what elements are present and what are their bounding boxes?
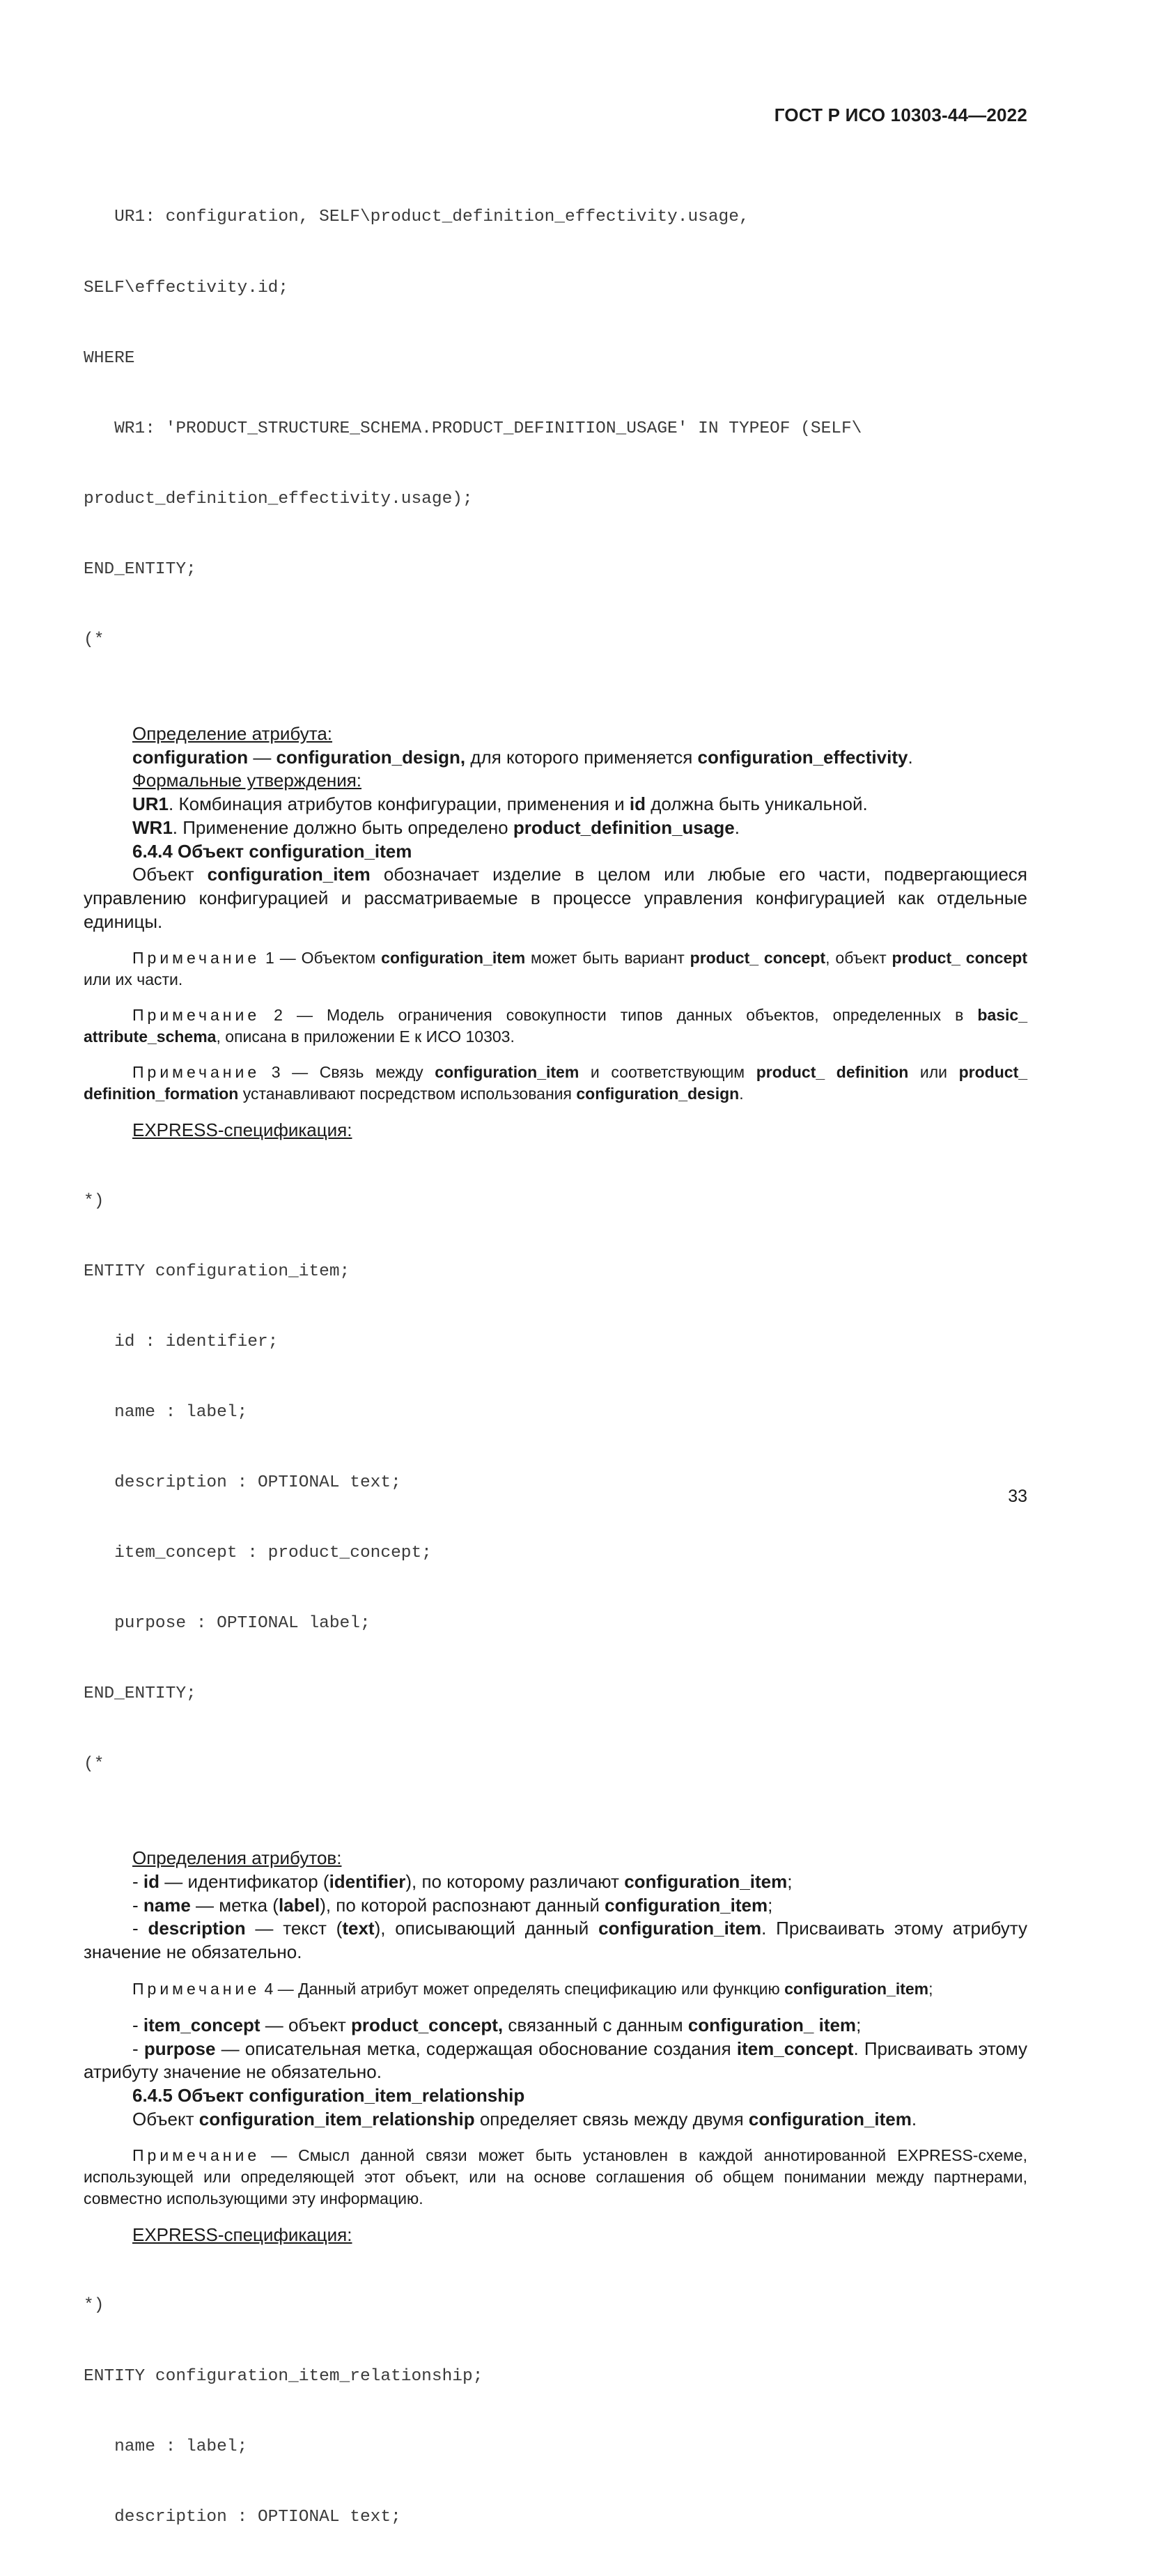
code-line: *)	[84, 2296, 104, 2315]
code-line: item_concept : product_concept;	[84, 1543, 432, 1562]
section-title-645: 6.4.5 Объект configuration_item_relationship	[132, 2084, 525, 2106]
section-title-644: 6.4.4 Объект configuration_item	[132, 840, 412, 862]
code-line: SELF\effectivity.id;	[84, 278, 289, 297]
formal-wr1: WR1. Применение должно быть определено product_definition_usage.	[132, 816, 740, 838]
attrs-heading: Определения атрибутов:	[132, 1847, 342, 1869]
attr-def-configuration: configuration — configuration_design, для которого применяется configuration_effectivity.	[132, 746, 913, 768]
page-content	[84, 159, 1027, 2576]
note-2: Примечание 2 — Модель ограничения совокупности типов данных объектов, определенных в basic_ attribute_schema, описана в приложении Е к ИСО 10303.	[84, 1006, 1027, 1046]
formal-heading: Формальные утверждения:	[132, 770, 362, 791]
code-block-1	[84, 159, 1027, 699]
code-line: ENTITY configuration_item;	[84, 1262, 350, 1281]
note-3: Примечание 3 — Связь между configuration_item и соответствующим product_ definition или product_ definition_formation устанавливают посредством использования configuration_design.	[84, 1063, 1028, 1103]
attr-item-concept: - item_concept — объект product_concept, связанный с данным configuration_ item;	[132, 2014, 862, 2035]
note-1: Примечание 1 — Объектом configuration_item может быть вариант product_ concept, объект product_ concept или их части.	[84, 949, 1027, 989]
code-line: END_ENTITY;	[84, 1684, 196, 1704]
code-line: purpose : OPTIONAL label;	[84, 1614, 371, 1634]
code-line: WHERE	[84, 348, 135, 368]
attr-def-heading: Определение атрибута:	[132, 723, 333, 745]
note-5: Примечание — Смысл данной связи может быть установлен в каждой аннотированной EXPRESS-схеме, использующей или определяющей этот объект, или на основе соглашения об общем понимании между партнерами, совместно использующими эту информацию.	[84, 2146, 1027, 2208]
code-line: UR1: configuration, SELF\product_definition_effectivity.usage,	[84, 208, 749, 227]
code-line: description : OPTIONAL text;	[84, 1473, 401, 1492]
code-line: (*	[84, 1755, 104, 1774]
attr-purpose: - purpose — описательная метка, содержащая обоснование создания item_concept. Присваивать этому атрибуту значение не обязательно.	[84, 2038, 1028, 2083]
document-header: ГОСТ Р ИСО 10303-44—2022	[774, 104, 1027, 125]
code-line: id : identifier;	[84, 1332, 279, 1351]
attr-name: - name — метка (label), по которой распознают данный configuration_item;	[132, 1894, 773, 1916]
section-645-paragraph: Объект configuration_item_relationship определяет связь между двумя configuration_item.	[132, 2108, 917, 2129]
attr-id: - id — идентификатор (identifier), по которому различают configuration_item;	[132, 1871, 793, 1893]
attr-description: - description — текст (text), описывающий данный configuration_item. Присваивать этому атрибуту значение не обязательно.	[84, 1918, 1028, 1963]
formal-ur1: UR1. Комбинация атрибутов конфигурации, применения и id должна быть уникальной.	[132, 793, 868, 815]
section-644-paragraph: Объект configuration_item обозначает изделие в целом или любые его части, подвергающиеся управлению конфигурацией и рассматриваемые в процессе управления конфигурацией как отдельные единицы.	[84, 864, 1027, 932]
code-block-3	[84, 2247, 1027, 2576]
note-4: Примечание 4 — Данный атрибут может определять спецификацию или функцию configuration_item;	[132, 1979, 933, 1998]
express-heading-2: EXPRESS-спецификация:	[132, 2224, 352, 2246]
code-line: *)	[84, 1191, 104, 1211]
code-line: name : label;	[84, 1402, 248, 1422]
code-line: name : label;	[84, 2437, 248, 2456]
code-line: END_ENTITY;	[84, 559, 196, 579]
code-line: WR1: 'PRODUCT_STRUCTURE_SCHEMA.PRODUCT_DEFINITION_USAGE' IN TYPEOF (SELF\	[84, 419, 862, 438]
code-line: description : OPTIONAL text;	[84, 2507, 401, 2527]
express-heading-1: EXPRESS-спецификация:	[132, 1119, 352, 1141]
page-number: 33	[1008, 1487, 1027, 1506]
code-line: product_definition_effectivity.usage);	[84, 489, 473, 509]
code-block-2	[84, 1142, 1027, 1823]
code-line: ENTITY configuration_item_relationship;	[84, 2366, 483, 2386]
code-line: (*	[84, 630, 104, 649]
